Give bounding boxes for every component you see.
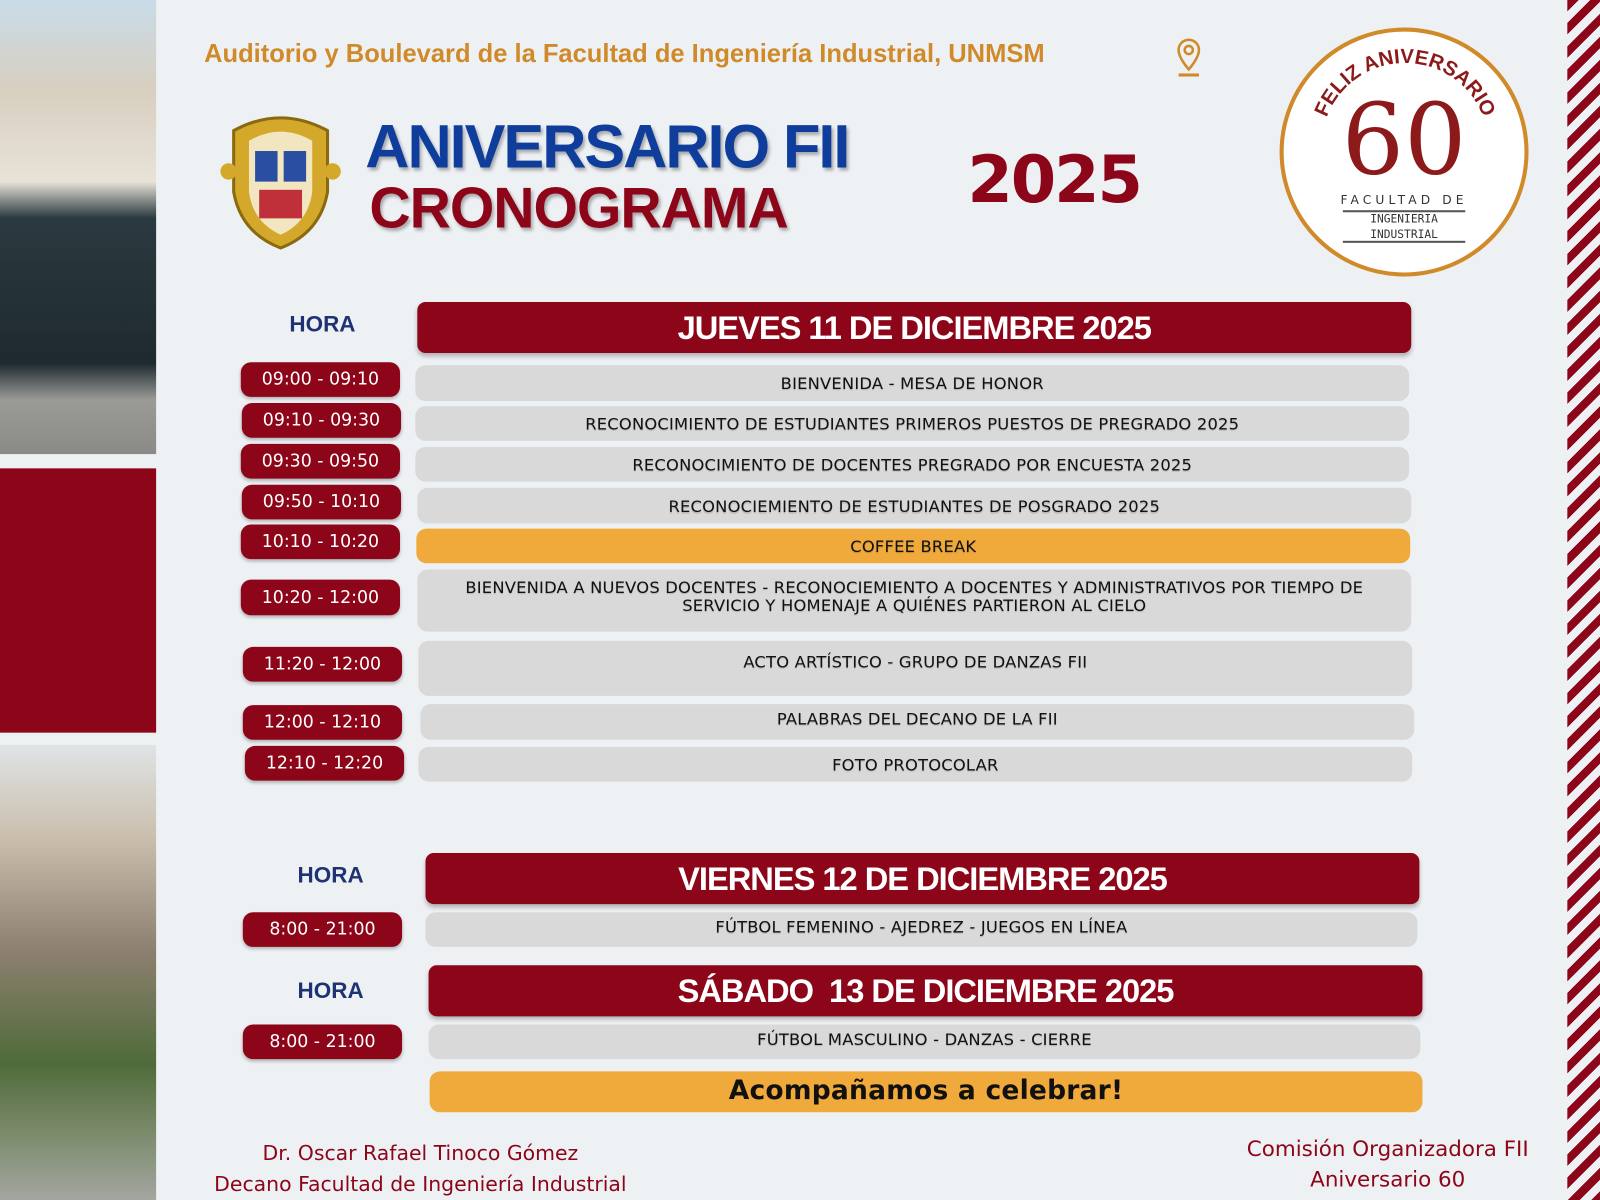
- location-pin-icon: [1173, 37, 1204, 80]
- time-pill: 10:20 - 12:00: [241, 580, 400, 616]
- hora-label: HORA: [289, 311, 356, 337]
- event-item: RECONOCIMIENTO DE DOCENTES PREGRADO POR ENCUESTA 2025: [415, 447, 1409, 482]
- time-pill: 12:10 - 12:20: [245, 746, 404, 781]
- building-photo: [0, 0, 156, 454]
- badge-name2: INDUSTRIAL: [1343, 228, 1465, 243]
- hora-label: HORA: [297, 862, 364, 888]
- title-line1: ANIVERSARIO FII: [365, 112, 849, 181]
- event-item: PALABRAS DEL DECANO DE LA FII: [420, 704, 1414, 740]
- time-pill: 10:10 - 10:20: [241, 524, 400, 559]
- title-line2: CRONOGRAMA: [369, 175, 788, 240]
- striped-border: [1567, 0, 1600, 1200]
- time-pill: 8:00 - 21:00: [243, 912, 402, 947]
- unmsm-crest-icon: [218, 110, 342, 255]
- badge-number: 60: [1341, 82, 1467, 197]
- day-header: JUEVES 11 DE DICIEMBRE 2025: [417, 302, 1411, 353]
- campus-photo: [0, 745, 156, 1200]
- event-item: FOTO PROTOCOLAR: [418, 747, 1412, 782]
- badge-faculty: FACULTAD DE: [1340, 192, 1468, 208]
- anniversary-badge: [1280, 28, 1529, 277]
- time-pill: 09:50 - 10:10: [242, 485, 401, 520]
- event-item: ACTO ARTÍSTICO - GRUPO DE DANZAS FII: [418, 641, 1412, 696]
- time-pill: 11:20 - 12:00: [243, 647, 402, 682]
- time-pill: 09:30 - 09:50: [241, 444, 400, 479]
- committee-name: Comisión Organizadora FII: [1246, 1136, 1529, 1162]
- dean-title: Decano Facultad de Ingeniería Industrial: [214, 1171, 627, 1196]
- event-item: RECONOCIMIENTO DE ESTUDIANTES PRIMEROS PUESTOS DE PREGRADO 2025: [415, 406, 1409, 441]
- event-item: FÚTBOL FEMENINO - AJEDREZ - JUEGOS EN LÍNEA: [426, 912, 1418, 947]
- dean-name: Dr. Oscar Rafael Tinoco Gómez: [262, 1140, 579, 1166]
- red-block: [0, 468, 156, 732]
- day-header: VIERNES 12 DE DICIEMBRE 2025: [426, 853, 1420, 904]
- event-item: BIENVENIDA A NUEVOS DOCENTES - RECONOCIEMIENTO A DOCENTES Y ADMINISTRATIVOS POR TIEMPO DE SERVICIO Y HOMENAJE A QUIÉNES PARTIERON AL CIELO: [417, 569, 1411, 631]
- year: 2025: [967, 142, 1141, 219]
- event-item: BIENVENIDA - MESA DE HONOR: [415, 365, 1409, 401]
- committee-subtitle: Aniversario 60: [1310, 1167, 1466, 1192]
- time-pill: 09:00 - 09:10: [241, 362, 400, 397]
- celebrate-banner: Acompañamos a celebrar!: [430, 1071, 1423, 1112]
- time-pill: 12:00 - 12:10: [243, 705, 402, 740]
- time-pill: 09:10 - 09:30: [242, 403, 401, 438]
- day-header: SÁBADO 13 DE DICIEMBRE 2025: [429, 965, 1423, 1016]
- coffee-break-item: COFFEE BREAK: [416, 529, 1410, 564]
- badge-top-text: FELIZ ANIVERSARIO: [1310, 45, 1500, 120]
- event-item: FÚTBOL MASCULINO - DANZAS - CIERRE: [429, 1024, 1421, 1059]
- location-text: Auditorio y Boulevard de la Facultad de Ingeniería Industrial, UNMSM: [204, 39, 1045, 69]
- badge-name1: INGENIERIA: [1343, 210, 1465, 225]
- hora-label: HORA: [297, 977, 364, 1004]
- event-item: RECONOCIEMIENTO DE ESTUDIANTES DE POSGRADO 2025: [417, 488, 1411, 524]
- time-pill: 8:00 - 21:00: [243, 1024, 402, 1059]
